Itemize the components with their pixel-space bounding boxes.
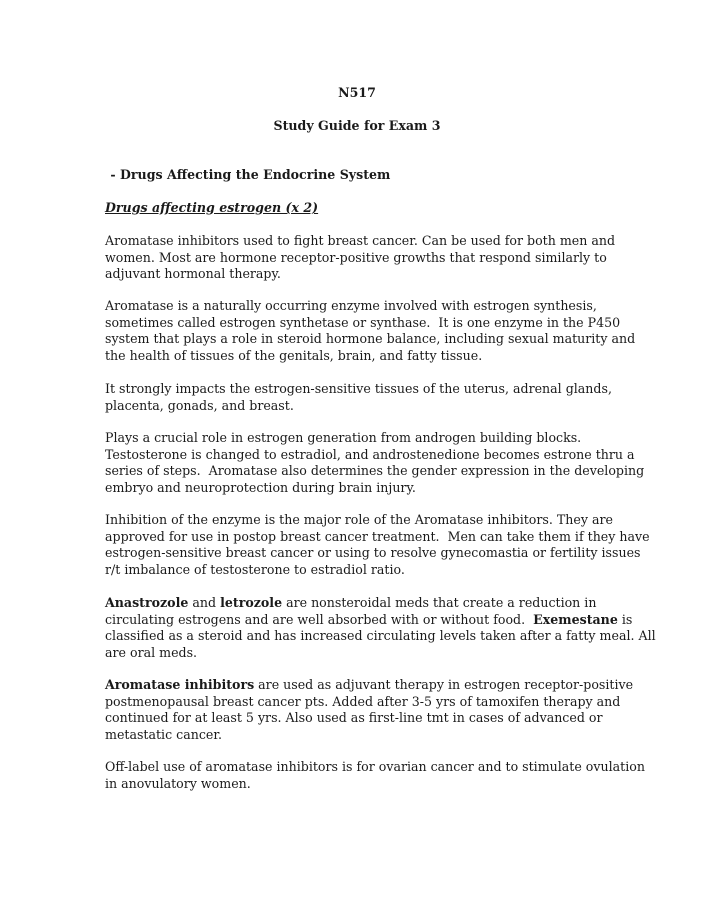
- text-fragment: are nonsteroidal meds that create a reduction in: [282, 595, 597, 610]
- conjunction: and: [188, 595, 221, 610]
- text-line: the health of tissues of the genitals, brain, and fatty tissue.: [105, 347, 483, 363]
- text-line: [105, 611, 633, 629]
- text-line: placenta, gonads, and breast.: [105, 397, 294, 413]
- text-line: [105, 677, 634, 694]
- text-fragment: are used as adjuvant therapy in estrogen receptor-positive: [254, 677, 634, 692]
- paragraph-adjuvant-therapy: [105, 677, 634, 743]
- text-line: in anovulatory women.: [105, 775, 251, 791]
- paragraph-aromatase-enzyme: [105, 298, 636, 364]
- text-line: continued for at least 5 yrs. Also used as first-line tmt in cases of advanced or: [105, 710, 603, 725]
- text-line: [105, 595, 615, 612]
- text-line: classified as a steroid and has increased circulating levels taken after a fatty meal. All: [105, 628, 656, 643]
- paragraph-drug-list: [105, 595, 656, 661]
- paragraph-aromatase-intro: [105, 233, 615, 283]
- paragraph-off-label: [105, 759, 645, 792]
- text-line: adjuvant hormonal therapy.: [105, 266, 281, 281]
- text-line: are oral meds.: [105, 644, 198, 660]
- text-line: It strongly impacts the estrogen-sensitive tissues of the uterus, adrenal glands,: [105, 381, 612, 396]
- text-line: approved for use in postop breast cancer treatment. Men can take them if they have: [105, 528, 650, 544]
- text-line: series of steps. Aromatase also determines the gender expression in the developing: [105, 463, 645, 478]
- text-line: Inhibition of the enzyme is the major role of the Aromatase inhibitors. They are: [105, 512, 613, 527]
- document-title: Study Guide for Exam 3: [273, 118, 441, 133]
- text-line: postmenopausal breast cancer pts. Added after 3-5 yrs of tamoxifen therapy and: [105, 693, 621, 709]
- text-line: women. Most are hormone receptor-positive growths that respond similarly to: [105, 249, 607, 265]
- text-fragment: is: [617, 611, 633, 627]
- paragraph-tissue-impact: [105, 381, 615, 414]
- drug-letrozole: letrozole: [220, 595, 283, 610]
- text-line: Plays a crucial role in estrogen generation from androgen building blocks.: [105, 430, 582, 445]
- drug-exemestane: Exemestane: [533, 611, 618, 627]
- text-line: system that plays a role in steroid hormone balance, including sexual maturity and: [105, 331, 636, 346]
- text-line: Aromatase inhibitors used to fight breast cancer. Can be used for both men and: [105, 233, 616, 248]
- text-line: r/t imbalance of testosterone to estradiol ratio.: [105, 561, 405, 577]
- paragraph-inhibition: [105, 512, 650, 578]
- subheading: Drugs affecting estrogen (x 2): [105, 200, 319, 215]
- drug-anastrozole: Anastrozole: [105, 595, 189, 610]
- text-fragment: circulating estrogens and are well absorbed with or without food.: [105, 611, 534, 627]
- text-line: metastatic cancer.: [105, 726, 222, 742]
- paragraph-estrogen-generation: [105, 430, 645, 496]
- text-line: embryo and neuroprotection during brain injury.: [105, 479, 416, 495]
- text-line: estrogen-sensitive breast cancer or using to resolve gynecomastia or fertility issues: [105, 545, 641, 560]
- text-line: sometimes called estrogen synthetase or synthase. It is one enzyme in the P450: [105, 314, 621, 330]
- text-line: Testosterone is changed to estradiol, and androstenedione becomes estrone thru a: [105, 446, 635, 462]
- term-aromatase-inhibitors: Aromatase inhibitors: [105, 677, 255, 692]
- text-line: Aromatase is a naturally occurring enzyme involved with estrogen synthesis,: [105, 298, 597, 313]
- course-code: N517: [338, 85, 376, 100]
- text-line: Off-label use of aromatase inhibitors is for ovarian cancer and to stimulate ovulation: [105, 759, 645, 774]
- section-heading: - Drugs Affecting the Endocrine System: [106, 167, 391, 182]
